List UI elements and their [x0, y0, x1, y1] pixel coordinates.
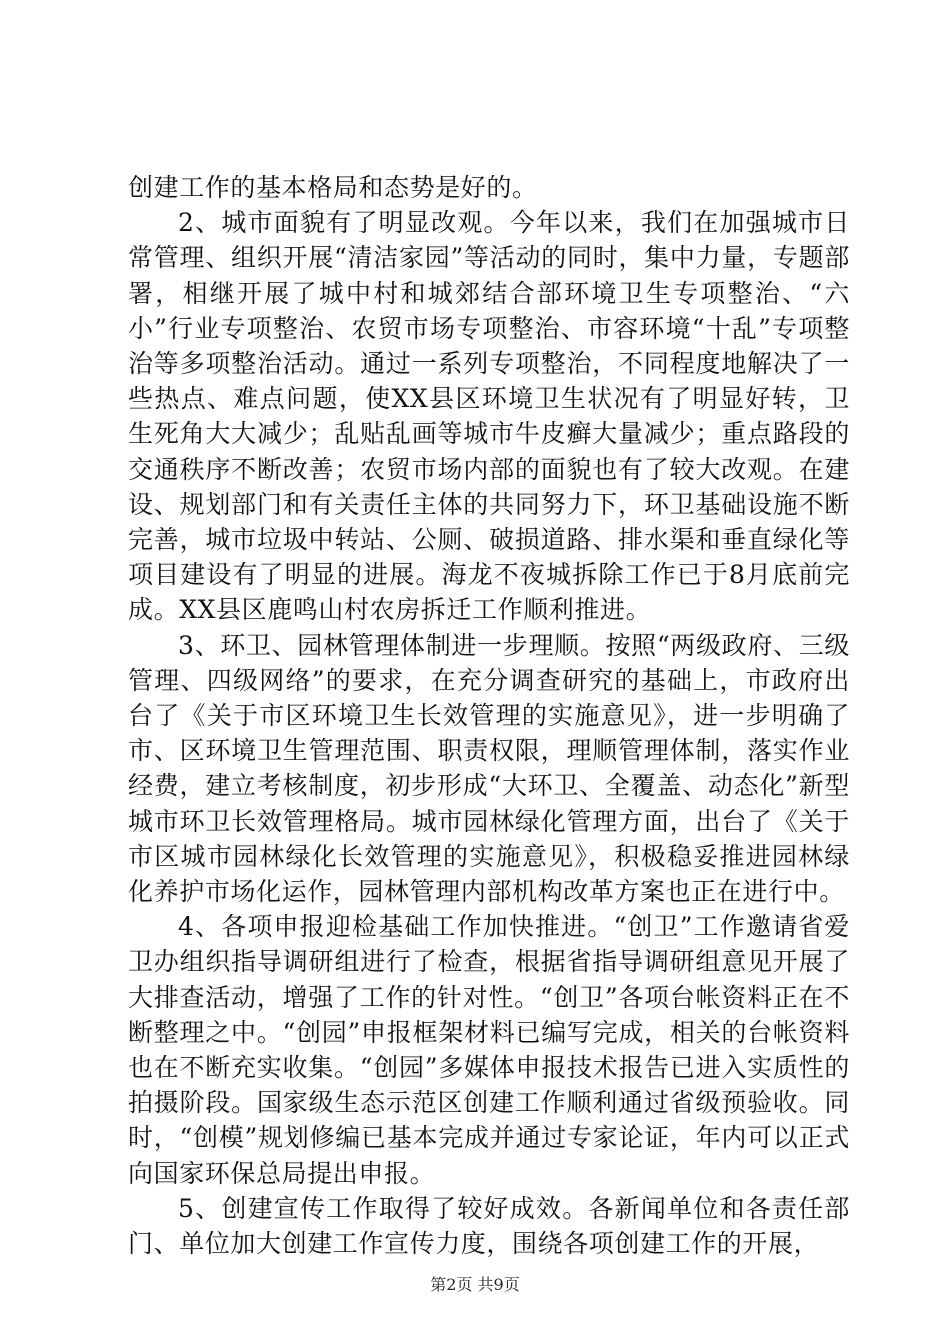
- paragraph-city-appearance: 2、城市面貌有了明显改观。今年以来，我们在加强城市日常管理、组织开展“清洁家园”等活动的同时，集中力量，专题部署，相继开展了城中村和城郊结合部环境卫生专项整治、“六小”行业专项整治、农贸市场专项整治、市容环境“十乱”专项整治等多项整治活动。通过一系列专项整治，不同程度地解决了一些热点、难点问题，使XX县区环境卫生状况有了明显好转，卫生死角大大减少；乱贴乱画等城市牛皮癣大量减少；重点路段的交通秩序不断改善；农贸市场内部的面貌也有了较大改观。在建设、规划部门和有关责任主体的共同努力下，环卫基础设施不断完善，城市垃圾中转站、公厕、破损道路、排水渠和垂直绿化等项目建设有了明显的进展。海龙不夜城拆除工作已于8月底前完成。XX县区鹿鸣山村农房拆迁工作顺利推进。: [128, 208, 850, 625]
- document-body: [128, 170, 850, 1261]
- page-number-footer: 第2页 共9页: [430, 1275, 520, 1294]
- paragraph-publicity-work: 5、创建宣传工作取得了较好成效。各新闻单位和各责任部门、单位加大创建工作宣传力度，围绕各项创建工作的开展，: [128, 1193, 850, 1259]
- paragraph-inspection-work: 4、各项申报迎检基础工作加快推进。“创卫”工作邀请省爱卫办组织指导调研组进行了检查，根据省指导调研组意见开展了大排查活动，增强了工作的针对性。“创卫”各项台帐资料正在不断整理之中。“创园”申报框架材料已编写完成，相关的台帐资料也在不断充实收集。“创园”多媒体申报技术报告已进入实质性的拍摄阶段。国家级生态示范区创建工作顺利通过省级预验收。同时，“创模”规划修编已基本完成并通过专家论证，年内可以正式向国家环保总局提出申报。: [128, 912, 850, 1188]
- paragraph-continuation: 创建工作的基本格局和态势是好的。: [128, 173, 538, 202]
- paragraph-management-system: 3、环卫、园林管理体制进一步理顺。按照“两级政府、三级管理、四级网络”的要求，在充分调查研究的基础上，市政府出台了《关于市区环境卫生长效管理的实施意见》，进一步明确了市、区环境卫生管理范围、职责权限，理顺管理体制，落实作业经费，建立考核制度，初步形成“大环卫、全覆盖、动态化”新型城市环卫长效管理格局。城市园林绿化管理方面，出台了《关于市区城市园林绿化长效管理的实施意见》，积极稳妥推进园林绿化养护市场化运作，园林管理内部机构改革方案也正在进行中。: [128, 630, 850, 907]
